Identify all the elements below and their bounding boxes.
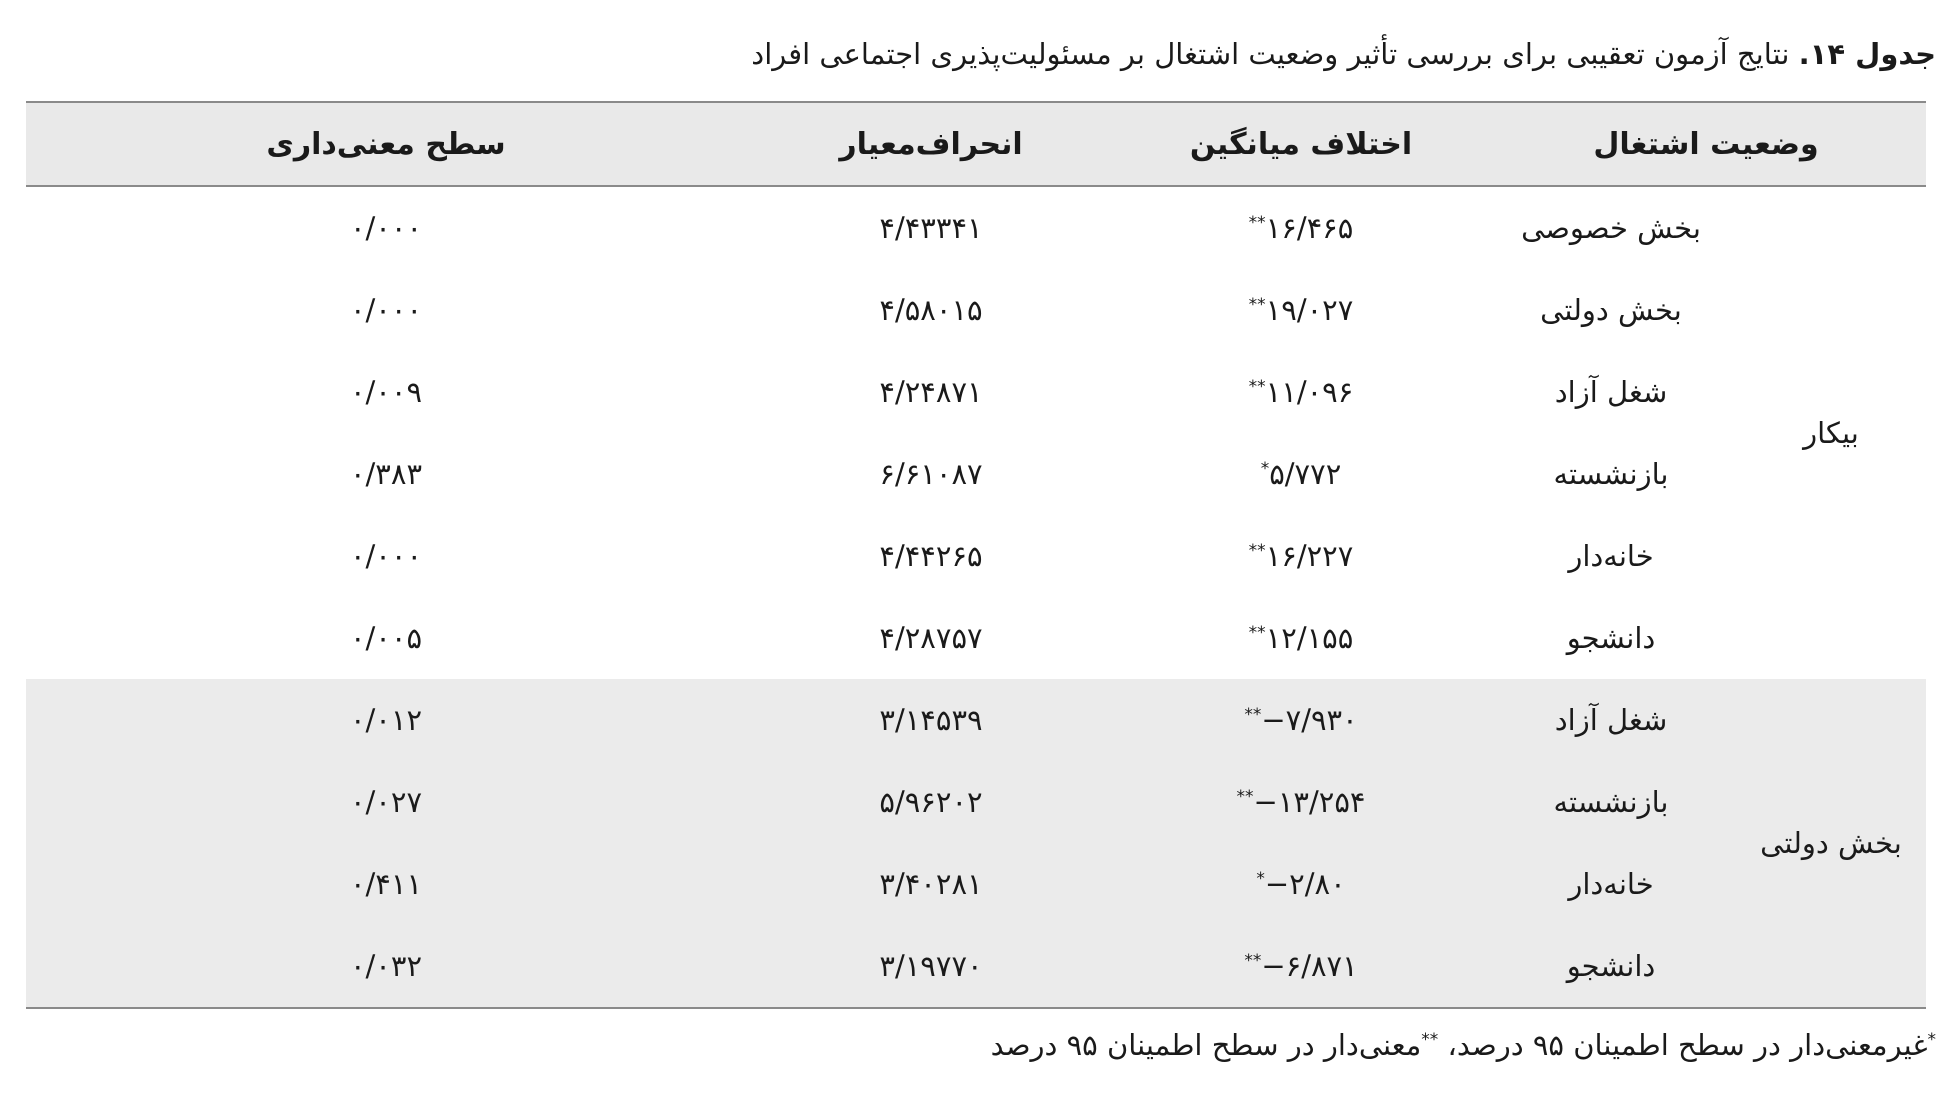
table-row [26, 925, 1926, 1008]
table-body [26, 186, 1926, 1008]
significance-cell: ۰/۰۰۹ [349, 375, 423, 409]
footnote [991, 1028, 1936, 1062]
standard-deviation-cell: ۴/۴۴۲۶۵ [879, 539, 983, 573]
significance-mark: ** [1248, 213, 1266, 233]
significance-cell: ۰/۴۱۱ [349, 867, 423, 901]
table-row [26, 679, 1926, 761]
standard-deviation-cell: ۳/۱۹۷۷۰ [879, 949, 983, 983]
mean-difference-value: −۷/۹۳۰ [1261, 703, 1358, 737]
table-row [26, 351, 1926, 433]
comparison-cell: شغل آزاد [1554, 375, 1668, 409]
comparison-cell: بازنشسته [1553, 457, 1669, 491]
mean-difference-cell [1116, 351, 1486, 433]
table-row [26, 269, 1926, 351]
standard-deviation-cell: ۴/۲۴۸۷۱ [879, 375, 983, 409]
significance-cell: ۰/۳۸۳ [349, 457, 423, 491]
table-row [26, 597, 1926, 679]
standard-deviation-cell: ۳/۱۴۵۳۹ [879, 703, 983, 737]
significance-mark: ** [1236, 787, 1254, 807]
significance-cell: ۰/۰۰۰ [349, 539, 423, 573]
footnote-mark-double: ** [1421, 1030, 1439, 1050]
mean-difference-cell [1116, 269, 1486, 351]
mean-difference-cell [1116, 597, 1486, 679]
table-row [26, 433, 1926, 515]
comparison-cell: دانشجو [1566, 949, 1656, 983]
results-table [26, 101, 1926, 1009]
comparison-cell: بخش خصوصی [1521, 211, 1701, 245]
mean-difference-value: −۲/۸۰ [1264, 867, 1346, 901]
mean-difference-value: ۱۹/۰۲۷ [1265, 293, 1354, 327]
header-mean-difference: اختلاف میانگین [1189, 126, 1413, 162]
significance-cell: ۰/۰۱۲ [349, 703, 423, 737]
significance-mark: ** [1248, 541, 1266, 561]
footnote-text-significant: معنی‌دار در سطح اطمینان ۹۵ درصد [990, 1028, 1422, 1062]
standard-deviation-cell: ۳/۴۰۲۸۱ [879, 867, 983, 901]
table-row [26, 186, 1926, 269]
significance-mark: ** [1248, 295, 1266, 315]
significance-mark: * [1260, 459, 1270, 479]
comparison-cell: دانشجو [1566, 621, 1656, 655]
table-row [26, 843, 1926, 925]
caption-text: نتایج آزمون تعقیبی برای بررسی تأثیر وضعیت اشتغال بر مسئولیت‌پذیری اجتماعی افراد [751, 37, 1799, 71]
significance-cell: ۰/۰۲۷ [349, 785, 423, 819]
standard-deviation-cell: ۶/۶۱۰۸۷ [879, 457, 983, 491]
group-label: بخش دولتی [1760, 826, 1902, 860]
significance-mark: ** [1244, 951, 1262, 971]
mean-difference-cell [1116, 761, 1486, 843]
significance-mark: ** [1248, 623, 1266, 643]
comparison-cell: بازنشسته [1553, 785, 1669, 819]
significance-mark: ** [1248, 377, 1266, 397]
mean-difference-value: ۱۶/۴۶۵ [1265, 211, 1354, 245]
standard-deviation-cell: ۴/۴۳۳۴۱ [879, 211, 983, 245]
header-row [26, 102, 1926, 186]
significance-cell: ۰/۰۰۰ [349, 211, 423, 245]
footnote-text-nonsignificant: غیرمعنی‌دار در سطح اطمینان ۹۵ درصد، [1438, 1028, 1928, 1062]
caption-label: جدول ۱۴. [1798, 37, 1936, 71]
mean-difference-value: −۱۳/۲۵۴ [1253, 785, 1366, 819]
footnote-mark-single: * [1927, 1030, 1936, 1050]
header-significance: سطح معنی‌داری [266, 126, 506, 162]
mean-difference-cell [1116, 186, 1486, 269]
table-header [26, 102, 1926, 186]
mean-difference-cell [1116, 843, 1486, 925]
standard-deviation-cell: ۴/۲۸۷۵۷ [879, 621, 983, 655]
group-label: بیکار [1803, 416, 1859, 450]
standard-deviation-cell: ۴/۵۸۰۱۵ [879, 293, 983, 327]
significance-mark: ** [1244, 705, 1262, 725]
header-employment-status: وضعیت اشتغال [1593, 126, 1819, 162]
comparison-cell: خانه‌دار [1568, 539, 1654, 573]
significance-mark: * [1256, 869, 1265, 889]
table-caption [20, 34, 1936, 74]
significance-cell: ۰/۰۳۲ [349, 949, 423, 983]
mean-difference-cell [1116, 925, 1486, 1008]
table-row [26, 515, 1926, 597]
significance-cell: ۰/۰۰۰ [349, 293, 423, 327]
mean-difference-value: ۱۲/۱۵۵ [1265, 621, 1354, 655]
comparison-cell: شغل آزاد [1554, 703, 1668, 737]
mean-difference-value: ۵/۷۷۲ [1269, 457, 1342, 491]
mean-difference-cell [1116, 679, 1486, 761]
table-row [26, 761, 1926, 843]
mean-difference-value: −۶/۸۷۱ [1261, 949, 1358, 983]
comparison-cell: خانه‌دار [1568, 867, 1654, 901]
mean-difference-cell [1116, 515, 1486, 597]
comparison-cell: بخش دولتی [1540, 293, 1682, 327]
header-standard-deviation: انحراف‌معیار [839, 126, 1023, 162]
standard-deviation-cell: ۵/۹۶۲۰۲ [879, 785, 983, 819]
significance-cell: ۰/۰۰۵ [349, 621, 423, 655]
mean-difference-value: ۱۶/۲۲۷ [1265, 539, 1354, 573]
mean-difference-cell [1116, 433, 1486, 515]
mean-difference-value: ۱۱/۰۹۶ [1265, 375, 1354, 409]
